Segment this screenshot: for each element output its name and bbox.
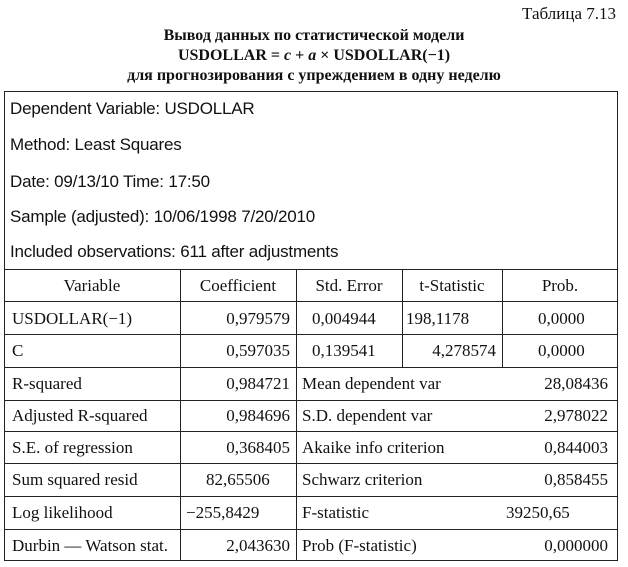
stat-value-right: 39250,65: [506, 503, 570, 522]
column-header-variable: Variable: [63, 276, 121, 295]
stat-value-right: 0,858455: [544, 470, 608, 489]
stat-label-left: Durbin — Watson stat.: [12, 536, 169, 555]
observations-line: Included observations: 611 after adjustments: [10, 242, 339, 261]
column-rule: [296, 269, 297, 561]
stat-value-left: 2,043630: [226, 536, 290, 555]
stat-value-right: 0,844003: [544, 438, 608, 457]
title-line-3: для прогнозирования с упреждением в одну неделю: [127, 67, 501, 84]
stat-label-right: F-statistic: [302, 503, 370, 522]
prob-value: 0,0000: [538, 341, 585, 360]
date-time-line: Date: 09/13/10 Time: 17:50: [10, 172, 210, 191]
stat-label-right: Prob (F-statistic): [302, 536, 417, 555]
column-header-std-error: Std. Error: [315, 276, 383, 295]
std-error-value: 0,004944: [312, 309, 376, 328]
title-a-symbol: a: [308, 47, 317, 64]
std-error-value: 0,139541: [312, 341, 376, 360]
variable-name: C: [12, 341, 24, 360]
title-line-2: [0, 46, 628, 66]
dependent-variable-line: Dependent Variable: USDOLLAR: [10, 99, 255, 118]
t-statistic-value: 4,278574: [432, 341, 496, 360]
stat-label-left: Log likelihood: [12, 503, 113, 522]
stat-label-right: Schwarz criterion: [302, 470, 423, 489]
stat-value-left: −255,8429: [186, 503, 260, 522]
column-header-t-statistic: t-Statistic: [419, 276, 485, 295]
stat-label-left: R-squared: [12, 374, 82, 393]
stat-value-left: 0,984721: [226, 374, 290, 393]
variable-name: USDOLLAR(−1): [12, 309, 133, 328]
stat-label-left: Adjusted R-squared: [12, 406, 148, 425]
stat-value-left: 0,368405: [226, 438, 290, 457]
stat-value-right: 28,08436: [544, 374, 608, 393]
stat-value-left: 82,65506: [206, 470, 270, 489]
title-line-1: Вывод данных по статистической модели: [163, 27, 465, 44]
stat-value-right: 0,000000: [544, 536, 608, 555]
table-number-label: Таблица 7.13: [522, 4, 616, 23]
stat-value-right: 2,978022: [544, 406, 608, 425]
stat-label-left: S.E. of regression: [12, 438, 133, 457]
coefficient-value: 0,979579: [226, 309, 290, 328]
stat-label-right: Akaike info criterion: [302, 438, 445, 457]
title-line-2-suffix: × USDOLLAR(−1): [316, 47, 451, 64]
prob-value: 0,0000: [538, 309, 585, 328]
stat-label-right: Mean dependent var: [302, 374, 441, 393]
t-statistic-value: 198,1178: [406, 309, 470, 328]
method-line: Method: Least Squares: [10, 135, 182, 154]
title-plus: +: [291, 47, 309, 64]
title-line-2-prefix: USDOLLAR =: [177, 47, 284, 64]
title-c-symbol: c: [284, 47, 292, 64]
sample-line: Sample (adjusted): 10/06/1998 7/20/2010: [10, 207, 316, 226]
column-header-coefficient: Coefficient: [199, 276, 277, 295]
stat-label-left: Sum squared resid: [12, 470, 138, 489]
stat-label-right: S.D. dependent var: [302, 406, 433, 425]
column-header-prob: Prob.: [541, 276, 579, 295]
coefficient-value: 0,597035: [226, 341, 290, 360]
stat-value-left: 0,984696: [226, 406, 290, 425]
